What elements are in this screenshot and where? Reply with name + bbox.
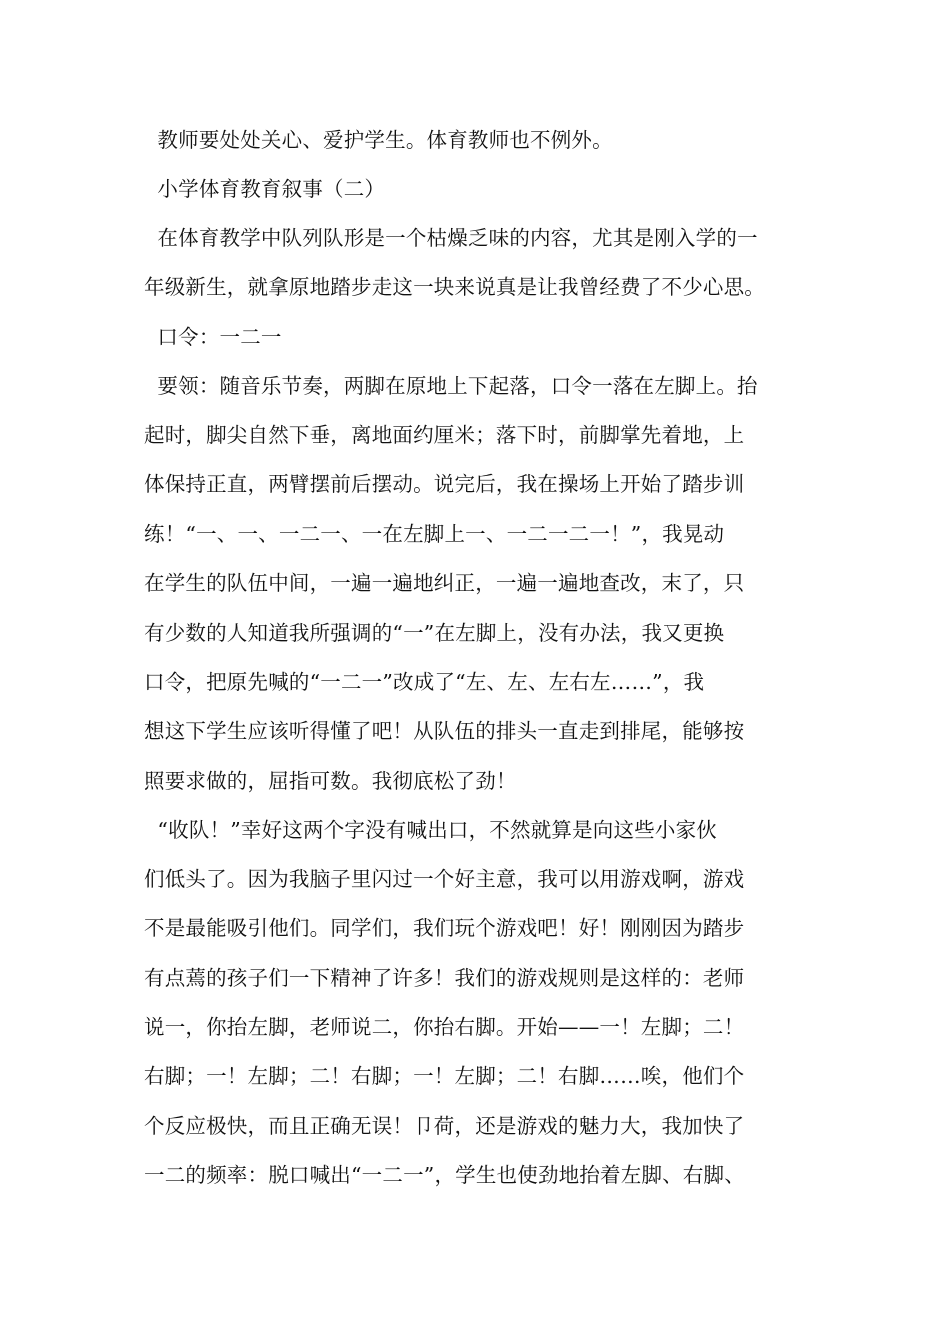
- text-line: 们低头了。因为我脑子里闪过一个好主意，我可以用游戏啊，游戏: [144, 867, 745, 891]
- text-line: 个反应极快，而且正确无误！卩荷，还是游戏的魅力大，我加快了: [144, 1114, 745, 1138]
- text-line: 照要求做的，屈指可数。我彻底松了劲！: [144, 769, 517, 793]
- text-line: 一二的频率：脱口喊出“一二一”，学生也使劲地抬着左脚、右脚、: [144, 1163, 745, 1187]
- text-line: 口令，把原先喊的“一二一”改成了“左、左、左右左……”，我: [144, 670, 705, 694]
- text-line: 年级新生，就拿原地踏步走这一块来说真是让我曾经费了不少心思。: [144, 275, 765, 299]
- text-line: 体保持正直，两臂摆前后摆动。说完后，我在操场上开始了踏步训: [144, 472, 745, 496]
- text-line: 想这下学生应该听得懂了吧！从队伍的排头一直走到排尾，能够按: [144, 719, 745, 743]
- text-line: “收队！”幸好这两个字没有喊出口，不然就算是向这些小家伙: [144, 818, 717, 842]
- text-line: 在体育教学中队列队形是一个枯燥乏味的内容，尤其是刚入学的一: [144, 226, 758, 250]
- text-line: 说一，你抬左脚，老师说二，你抬右脚。开始——一！左脚；二！: [144, 1015, 745, 1039]
- text-line: 不是最能吸引他们。同学们，我们玩个游戏吧！好！刚刚因为踏步: [144, 916, 745, 940]
- text-line: 要领：随音乐节奏，两脚在原地上下起落，口令一落在左脚上。抬: [144, 374, 758, 398]
- text-line: 有少数的人知道我所强调的“一”在左脚上，没有办法，我又更换: [144, 621, 725, 645]
- text-line: 有点蔫的孩子们一下精神了许多！我们的游戏规则是这样的：老师: [144, 966, 745, 990]
- section-heading: 小学体育教育叙事（二）: [144, 177, 386, 201]
- text-line: 口令：一二一: [144, 325, 282, 349]
- text-line: 右脚；一！左脚；二！右脚；一！左脚；二！右脚……唉，他们个: [144, 1064, 745, 1088]
- text-line: 教师要处处关心、爱护学生。体育教师也不例外。: [144, 128, 613, 152]
- text-line: 练！“一、一、一二一、一在左脚上一、一二一二一！”，我晃动: [144, 522, 725, 546]
- text-line: 在学生的队伍中间，一遍一遍地纠正，一遍一遍地查改，末了，只: [144, 571, 745, 595]
- text-line: 起时，脚尖自然下垂，离地面约厘米；落下时，前脚掌先着地，上: [144, 423, 745, 447]
